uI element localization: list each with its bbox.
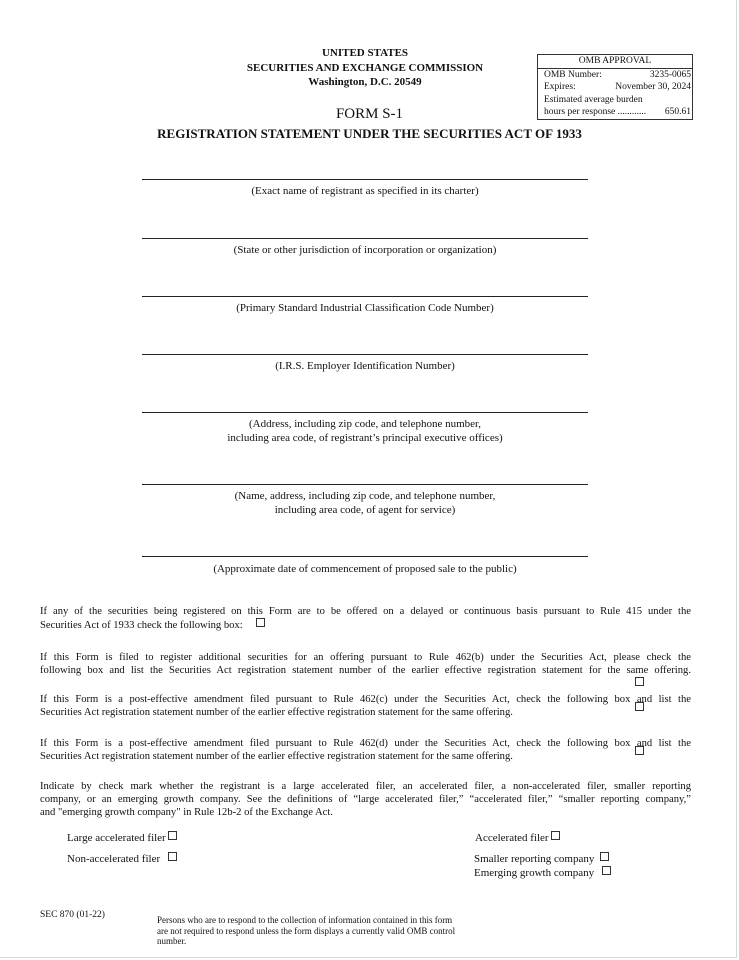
smaller-reporting-label: Smaller reporting company: [474, 853, 595, 865]
principal-office-line[interactable]: [142, 412, 588, 413]
sic-code-line[interactable]: [142, 296, 588, 297]
accelerated-option: [475, 831, 560, 845]
header-country: UNITED STATES: [321, 47, 409, 59]
smaller-reporting-checkbox[interactable]: [600, 852, 609, 861]
rule-462d-paragraph: [40, 737, 691, 763]
filer-line-2: company, or an emerging growth company. See the definitions of “large accelerated filer,” “accelerated filer,” “smaller reporting company,”: [40, 794, 691, 805]
agent-caption-1: (Name, address, including zip code, and telephone number,: [234, 490, 496, 502]
smaller-reporting-option: [474, 852, 609, 866]
principal-office-caption-1: (Address, including zip code, and telephone number,: [248, 418, 482, 430]
omb-number-row: [538, 69, 692, 82]
emerging-growth-label: Emerging growth company: [474, 867, 595, 879]
ein-caption: (I.R.S. Employer Identification Number): [275, 360, 455, 372]
agent-caption-2: including area code, of agent for service): [274, 504, 456, 516]
omb-expires-row: [538, 81, 692, 94]
filer-line-1: Indicate by check mark whether the registrant is a large accelerated filer, an accelerated filer, a non-accelerated filer, smaller reporting: [40, 781, 691, 792]
rule-415-line-1: If any of the securities being registered on this Form are to be offered on a delayed or continuous basis pursuant to Rule 415 under the: [40, 606, 691, 617]
emerging-growth-checkbox[interactable]: [602, 866, 611, 875]
non-accelerated-label: Non-accelerated filer: [67, 853, 161, 865]
accelerated-label: Accelerated filer: [475, 832, 549, 844]
header-agency: SECURITIES AND EXCHANGE COMMISSION: [246, 62, 484, 74]
omb-expires-value: November 30, 2024: [615, 82, 691, 92]
rule-415-checkbox[interactable]: [256, 618, 265, 627]
omb-number-label: OMB Number:: [544, 69, 602, 80]
registrant-name-caption: (Exact name of registrant as specified in its charter): [251, 185, 479, 197]
rule-462c-checkbox[interactable]: [635, 702, 644, 711]
large-accelerated-label: Large accelerated filer: [67, 832, 166, 844]
jurisdiction-caption: (State or other jurisdiction of incorporation or organization): [233, 244, 497, 256]
filer-line-3: and "emerging growth company" in Rule 12b-2 of the Exchange Act.: [40, 807, 333, 818]
ein-line[interactable]: [142, 354, 588, 355]
rule-415-line-2: [40, 618, 691, 632]
sale-date-line[interactable]: [142, 556, 588, 557]
omb-hours-value: 650.61: [664, 107, 691, 117]
omb-burden-line: Estimated average burden: [544, 94, 643, 105]
rule-462b-line-1: If this Form is filed to register additional securities for an offering pursuant to Rule 462(b) under the Securities Act, please check the: [40, 652, 691, 663]
omb-hours-label: hours per response ............: [544, 107, 647, 117]
accelerated-checkbox[interactable]: [551, 831, 560, 840]
header-address: Washington, D.C. 20549: [308, 76, 422, 88]
omb-expires-label: Expires:: [544, 82, 576, 92]
sic-code-caption: (Primary Standard Industrial Classification Code Number): [236, 302, 494, 314]
large-accelerated-option: [67, 831, 177, 845]
form-subtitle: REGISTRATION STATEMENT UNDER THE SECURITIES ACT OF 1933: [157, 126, 582, 141]
rule-462b-line-2: following box and list the Securities Act registration statement number of the earlier effective registration statement for the same offering.: [40, 665, 691, 676]
emerging-growth-option: [474, 866, 611, 880]
omb-footnote: [157, 915, 547, 947]
sale-date-caption: (Approximate date of commencement of proposed sale to the public): [213, 563, 517, 575]
jurisdiction-line[interactable]: [142, 238, 588, 239]
rule-462c-line-1: If this Form is a post-effective amendment filed pursuant to Rule 462(c) under the Securities Act, check the following box and list the: [40, 694, 691, 705]
rule-462d-line-2: Securities Act registration statement number of the earlier effective registration statement for the same offering.: [40, 751, 513, 762]
omb-number-value: 3235-0065: [649, 69, 691, 80]
footnote-line-2: are not required to respond unless the form displays a currently valid OMB control: [157, 925, 456, 936]
rule-462c-line-2: Securities Act registration statement number of the earlier effective registration statement for the same offering.: [40, 707, 513, 718]
footnote-line-1: Persons who are to respond to the collection of information contained in this form: [157, 915, 453, 925]
form-title: FORM S-1: [335, 106, 404, 122]
rule-462d-line-1: If this Form is a post-effective amendment filed pursuant to Rule 462(d) under the Securities Act, check the following box and list the: [40, 738, 691, 749]
rule-415-text: Securities Act of 1933 check the following box:: [40, 620, 243, 631]
rule-462d-checkbox[interactable]: [635, 746, 644, 755]
omb-title: OMB APPROVAL: [538, 55, 692, 69]
rule-462b-checkbox[interactable]: [635, 677, 644, 686]
non-accelerated-checkbox[interactable]: [168, 852, 177, 861]
footnote-line-3: number.: [157, 936, 187, 946]
sec-form-code: SEC 870 (01-22): [40, 910, 105, 920]
principal-office-caption-2: including area code, of registrant’s principal executive offices): [227, 432, 503, 444]
registrant-name-line[interactable]: [142, 179, 588, 180]
filer-status-paragraph: [40, 780, 691, 819]
non-accelerated-option: [67, 852, 177, 866]
agent-for-service-line[interactable]: [142, 484, 588, 485]
rule-462b-paragraph: [40, 651, 691, 677]
rule-415-paragraph: [40, 605, 691, 632]
rule-462c-paragraph: [40, 693, 691, 719]
large-accelerated-checkbox[interactable]: [168, 831, 177, 840]
